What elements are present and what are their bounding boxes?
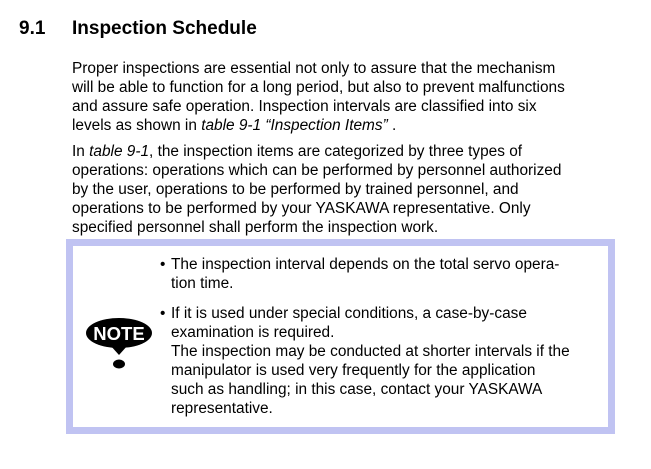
table-reference: table 9-1 (89, 143, 150, 160)
note-bullet-item (160, 304, 610, 418)
note-icon (80, 312, 158, 372)
table-reference: table 9-1 (201, 117, 262, 134)
bullet-line: examination is required. (171, 324, 335, 341)
bullet-line: tion time. (171, 275, 234, 292)
note-bullet-list (160, 255, 610, 418)
bullet-line: If it is used under special conditions, a case-by-case (171, 305, 527, 322)
paragraph-line: Proper inspections are essential not only to assure that the mechanism (72, 60, 556, 77)
line-text: levels as shown in (72, 117, 202, 134)
note-box (66, 239, 615, 434)
section-title: Inspection Schedule (72, 18, 257, 39)
paragraph-line (72, 142, 612, 161)
paragraph-line: will be able to function for a long period, but also to prevent malfunctions (72, 79, 565, 96)
bullet-icon: • (160, 256, 166, 273)
section-heading (19, 17, 257, 41)
categories-paragraph (72, 142, 612, 237)
paragraph-line: by the user, operations to be performed by trained personnel, and (72, 181, 519, 198)
line-text: In (72, 143, 90, 160)
line-end: . (387, 117, 397, 134)
bullet-line: such as handling; in this case, contact your YASKAWA (171, 381, 543, 398)
paragraph-line (72, 116, 612, 135)
intro-paragraph (72, 59, 612, 135)
section-number: 9.1 (19, 18, 46, 39)
note-icon-label: NOTE (93, 323, 145, 344)
paragraph-line: operations to be performed by your YASKAWA representative. Only (72, 200, 531, 217)
bullet-line: manipulator is used very frequently for the application (171, 362, 536, 379)
table-title-reference: “Inspection Items” (265, 117, 388, 134)
paragraph-line: specified personnel shall perform the inspection work. (72, 219, 439, 236)
bullet-line: The inspection may be conducted at shorter intervals if the (171, 343, 570, 360)
bullet-icon: • (160, 305, 166, 322)
line-text: , the inspection items are categorized by three types of (149, 143, 523, 160)
bullet-line: representative. (171, 400, 273, 417)
paragraph-line: operations: operations which can be performed by personnel authorized (72, 162, 562, 179)
bullet-line: The inspection interval depends on the total servo opera- (171, 256, 560, 273)
paragraph-line: and assure safe operation. Inspection intervals are classified into six (72, 98, 537, 115)
note-bullet-item (160, 255, 610, 293)
